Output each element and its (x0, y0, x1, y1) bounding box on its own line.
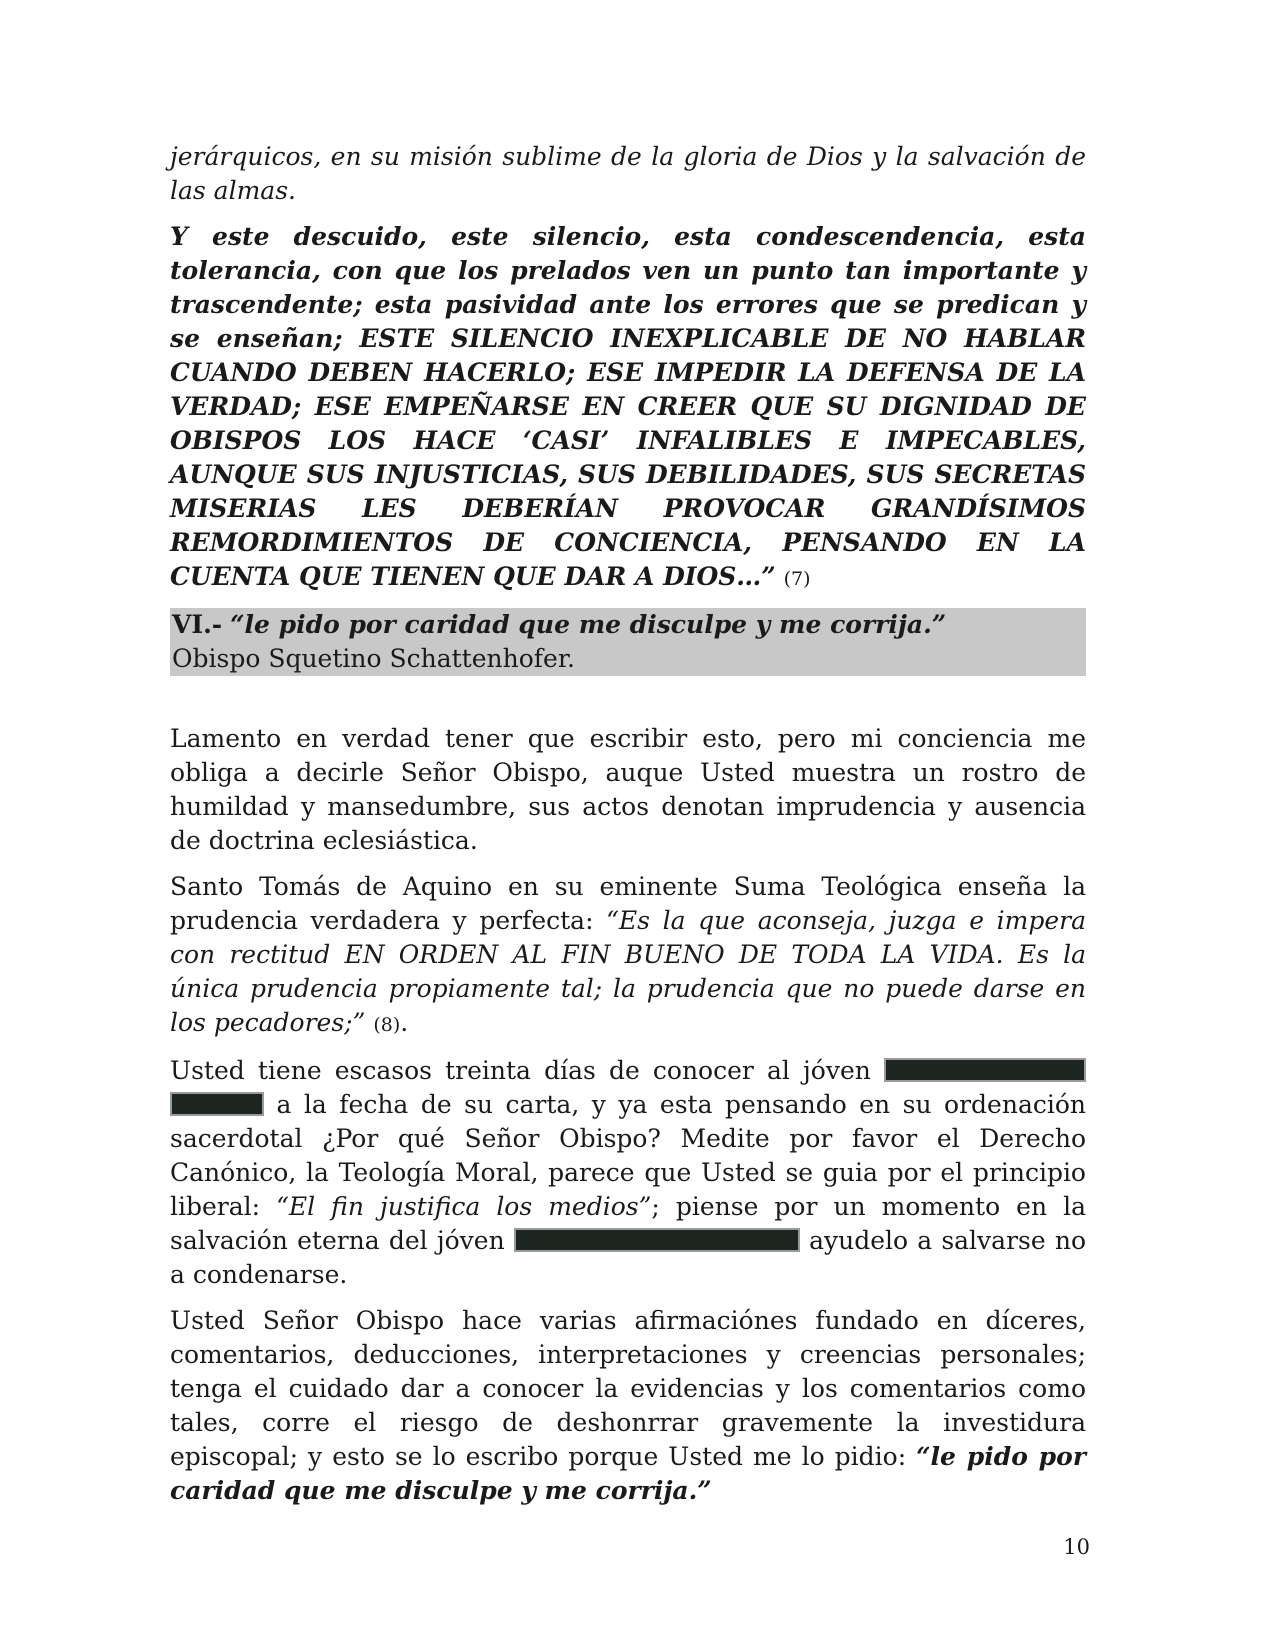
paragraph-3-part2: a la fecha de su carta, y ya esta pensando en su ordenación sacerdotal ¿Por qué Señor Obispo? Medite por favor el Derecho Canónico, la Teología Moral, parece que Usted se guia por el principio liberal: (170, 1090, 1086, 1221)
redacted-name-1b (170, 1092, 264, 1116)
paragraph-2-end: . (400, 1008, 409, 1037)
paragraph-3-part4: ayudelo a salvarse no a condenarse. (170, 1226, 1086, 1289)
section-number: VI.- (172, 610, 223, 639)
bold-quote-text: Y este descuido, este silencio, esta condescendencia, esta tolerancia, con que los prelados ven un punto tan importante y trascendente; esta pasividad ante los errores que se predican y se enseñan; ESTE SILENCIO INEXPLICABLE DE NO HABLAR CUANDO DEBEN HACERLO; ESE IMPEDIR LA DEFENSA DE LA VERDAD; ESE EMPEÑARSE EN CREER QUE SU DIGNIDAD DE OBISPOS LOS HACE ‘CASI’ INFALIBLES E IMPECABLES, AUNQUE SUS INJUSTICIAS, SUS DEBILIDADES, SUS SECRETAS MISERIAS LES DEBERÍAN PROVOCAR GRANDÍSIMOS REMORDIMIENTOS DE CONCIENCIA, PENSANDO EN LA CUENTA QUE TIENEN QUE DAR A DIOS…” (170, 222, 1086, 591)
paragraph-4-text: Usted Señor Obispo hace varias afirmaciónes fundado en díceres, comentarios, deducciones, interpretaciones y creencias personales; tenga el cuidado dar a conocer la evidencias y los comentarios como tales, corre el riesgo de deshonrrar gravemente la investidura episcopal; y esto se lo escribo porque Usted me lo pidio: (170, 1306, 1086, 1471)
paragraph-2 (170, 870, 1086, 1042)
section-title-line (172, 608, 1084, 642)
paragraph-4 (170, 1304, 1086, 1508)
page-number: 10 (1063, 1535, 1090, 1559)
section-subtitle: Obispo Squetino Schattenhofer. (172, 644, 575, 673)
redacted-name-2 (514, 1228, 800, 1252)
redacted-name-1a (884, 1058, 1086, 1082)
paragraph-2-text: Santo Tomás de Aquino en su eminente Suma Teológica enseña la prudencia verdadera y perfecta: (170, 872, 1086, 935)
liberal-principle-quote: “El fin justifica los medios” (276, 1192, 652, 1221)
page-body (170, 140, 1086, 1508)
paragraph-3 (170, 1054, 1086, 1292)
footnote-ref-8: (8) (373, 1014, 401, 1036)
closing-quote: “le pido por caridad que me disculpe y me corrija.” (170, 1442, 1086, 1505)
section-heading (170, 608, 1086, 676)
aquinas-quote: “Es la que aconseja, juzga e impera con rectitud EN ORDEN AL FIN BUENO DE TODA LA VIDA. Es la única prudencia propiamente tal; la prudencia que no puede darse en los pecadores;” (170, 906, 1086, 1037)
carryover-paragraph: jerárquicos, en su misión sublime de la gloria de Dios y la salvación de las almas. (170, 142, 1086, 205)
paragraph-3-part1: Usted tiene escasos treinta días de conocer al jóven (170, 1056, 884, 1085)
bold-quote-paragraph (170, 220, 1086, 596)
section-title: “le pido por caridad que me disculpe y me corrija.” (230, 610, 947, 639)
paragraph-1: Lamento en verdad tener que escribir esto, pero mi conciencia me obliga a decirle Señor Obispo, auque Usted muestra un rostro de humildad y mansedumbre, sus actos denotan imprudencia y ausencia de doctrina eclesiástica. (170, 724, 1086, 855)
footnote-ref-7: (7) (783, 568, 811, 590)
paragraph-3-part3: ; piense por un momento en la salvación eterna del jóven (170, 1192, 1086, 1255)
